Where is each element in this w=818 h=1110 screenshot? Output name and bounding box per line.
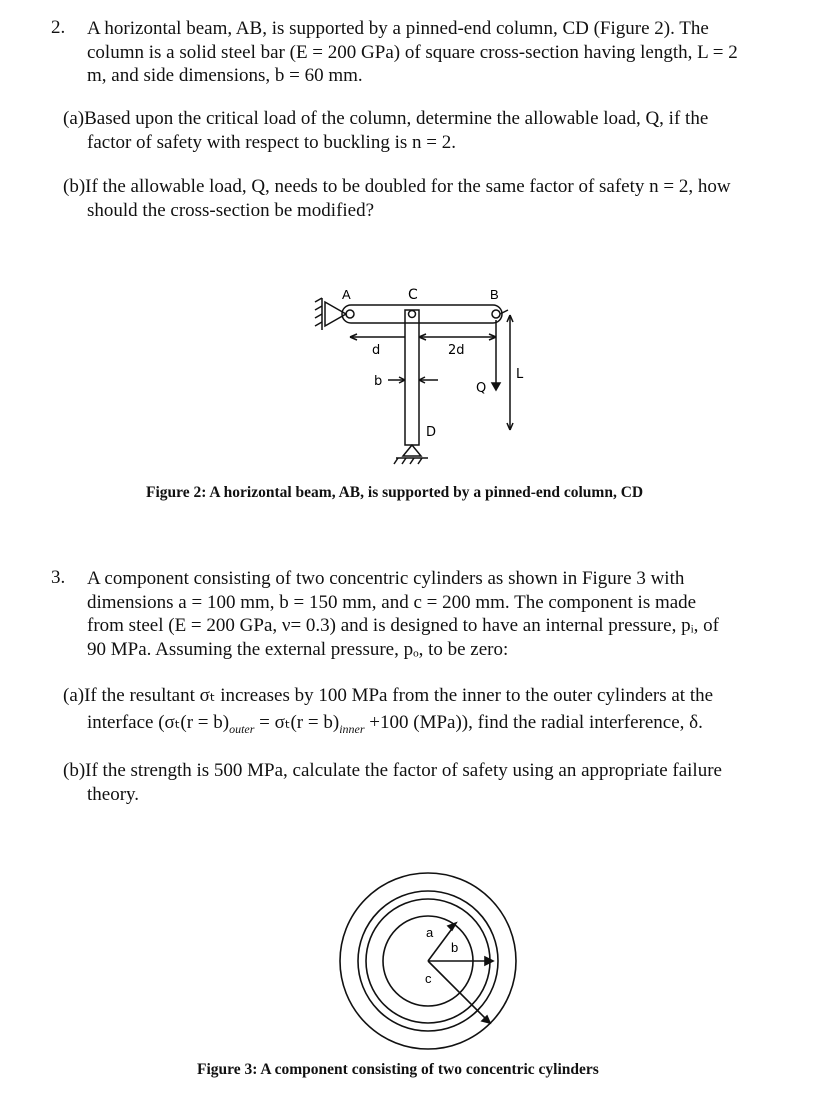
text-line: factor of safety with respect to buckling is n = 2. [87, 131, 456, 153]
eq-right: +100 (MPa) [364, 711, 462, 733]
problem-3-part-b [63, 759, 722, 806]
label-d-pin: D [426, 425, 437, 440]
label-a: A [342, 287, 351, 302]
problem-3-intro [87, 567, 719, 661]
problem-3-part-a [63, 684, 713, 741]
label-q-load: Q [476, 381, 487, 396]
text-line: column is a solid steel bar (E = 200 GPa) of square cross-section having length, L = 2 [87, 41, 738, 63]
text-line: (a)If the resultant σₜ increases by 100 MPa from the inner to the outer cylinders at the [63, 685, 714, 706]
subscript-inner: inner [339, 721, 365, 736]
figure-3-concentric-cylinders [333, 866, 523, 1056]
text-line: m, and side dimensions, b = 60 mm. [87, 65, 363, 86]
radius-c-arrow [428, 961, 486, 1019]
pin-c [409, 311, 416, 318]
label-l-length: L [516, 367, 524, 382]
eq-prefix: interface ( [87, 711, 165, 733]
label-c: C [408, 287, 418, 303]
figure-2-beam-column-diagram [300, 280, 540, 470]
problem-3-number: 3. [51, 567, 66, 588]
text-line-equation [63, 711, 713, 741]
figure-2-caption: Figure 2: A horizontal beam, AB, is supported by a pinned-end column, CD [146, 484, 644, 501]
label-a: a [426, 925, 434, 940]
text-line: theory. [87, 783, 140, 805]
label-b-dimension: b [374, 374, 383, 389]
text-line: dimensions a = 100 mm, b = 150 mm, and c = 200 mm. The component is made [87, 591, 697, 613]
label-c: c [425, 971, 432, 986]
text-line: (a)Based upon the critical load of the column, determine the allowable load, Q, if the [63, 108, 709, 129]
pin-b [492, 310, 500, 318]
label-d-dimension: d [372, 343, 381, 358]
problem-2-number: 2. [51, 17, 66, 38]
eq-mid: = σₜ(r = b) [254, 711, 340, 733]
text-line: A component consisting of two concentric cylinders as shown in Figure 3 with [87, 568, 685, 589]
eq-left: σₜ(r = b) [164, 711, 230, 733]
problem-2-part-b [63, 175, 731, 222]
figure-3-caption: Figure 3: A component consisting of two concentric cylinders [197, 1061, 599, 1078]
problem-2-part-a [63, 107, 708, 154]
text-line: 90 MPa. Assuming the external pressure, pₒ, to be zero: [87, 638, 509, 660]
subscript-outer: outer [229, 721, 255, 736]
text-line: A horizontal beam, AB, is supported by a pinned-end column, CD (Figure 2). The [87, 18, 709, 39]
beam-ab [342, 305, 502, 323]
text-line: (b)If the strength is 500 MPa, calculate the factor of safety using an appropriate failure [63, 760, 722, 781]
column-cd [405, 310, 419, 445]
label-b: B [490, 287, 499, 302]
problem-2-intro [87, 17, 738, 88]
eq-suffix: ), find the radial interference, δ. [461, 711, 703, 733]
text-line: from steel (E = 200 GPa, ν= 0.3) and is designed to have an internal pressure, pᵢ, of [87, 615, 720, 636]
label-2d-dimension: 2d [448, 343, 465, 358]
support-a [325, 302, 346, 326]
text-line: should the cross-section be modified? [87, 199, 375, 221]
text-line: (b)If the allowable load, Q, needs to be doubled for the same factor of safety n = 2, how [63, 176, 731, 197]
label-b: b [451, 940, 459, 955]
